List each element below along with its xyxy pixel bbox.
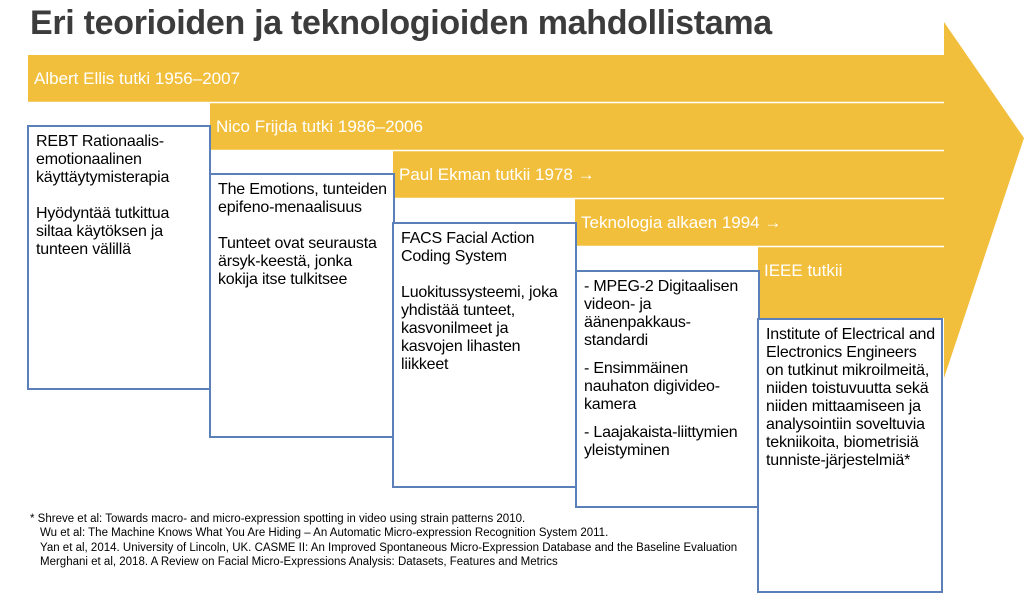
reference-item: Wu et al: The Machine Knows What You Are Hiding – An Automatic Micro-expression Recognition System 2011.	[40, 527, 609, 540]
arrow-label-ekman: Paul Ekman tutkii 1978 →	[399, 165, 595, 184]
box-ellis	[27, 125, 211, 390]
arrow-label-ieee: IEEE tutkii	[764, 261, 843, 280]
box-ekman-text: Luokitussysteemi, joka yhdistää tunteet, kasvonilmeet ja kasvojen lihasten liikkeet	[401, 284, 558, 373]
reference-item: Yan et al, 2014. University of Lincoln, UK. CASME II: An Improved Spontaneous Micro-Expression Database and the Baseline Evaluation	[40, 541, 738, 554]
reference-item: * Shreve et al: Towards macro- and micro-expression spotting in video using strain patterns 2010.	[30, 513, 526, 525]
arrow-chevron-head	[944, 22, 1024, 378]
page-title: Eri teorioiden ja teknologioiden mahdollistama	[30, 4, 772, 42]
box-ekman	[392, 222, 577, 488]
arrow-label-frijda: Nico Frijda tutki 1986–2006	[216, 117, 423, 136]
box-tech-item-mpeg: - MPEG-2 Digitaalisen videon- ja äänenpakkaus-standardi	[584, 278, 739, 349]
box-frijda	[209, 173, 395, 438]
box-tech	[575, 270, 760, 508]
reference-item: Merghani et al, 2018. A Review on Facial Micro-Expressions Analysis: Datasets, Features and Metrics	[40, 556, 558, 569]
box-ekman-heading: FACS Facial Action Coding System	[401, 230, 535, 265]
box-ieee-text: Institute of Electrical and Electronics Engineers on tutkinut mikroilmeitä, niiden toistuvuutta sekä niiden mittaamiseen ja analysointiin soveltuvia tekniikoita, biometrisiä tunniste-järjestelmiä*	[766, 326, 935, 469]
box-ellis-heading: REBT Rationaalis-emotionaalinen käyttäytymisterapia	[36, 133, 170, 186]
box-tech-item-camera: - Ensimmäinen nauhaton digivideo-kamera	[584, 360, 720, 413]
box-ellis-text: Hyödyntää tutkittua siltaa käytöksen ja tunteen välillä	[36, 205, 170, 258]
references	[30, 512, 790, 570]
box-tech-item-broadband: - Laajakaista-liittymien yleistyminen	[584, 424, 738, 459]
box-frijda-heading: The Emotions, tunteiden epifeno-menaalisuus	[218, 181, 387, 216]
arrow-bar-ieee	[758, 247, 944, 318]
arrow-label-tech: Teknologia alkaen 1994 →	[581, 213, 782, 232]
box-frijda-text: Tunteet ovat seurausta ärsyk-keestä, jonka kokija itse tulkitsee	[218, 235, 377, 288]
arrow-label-ellis: Albert Ellis tutki 1956–2007	[34, 69, 241, 88]
